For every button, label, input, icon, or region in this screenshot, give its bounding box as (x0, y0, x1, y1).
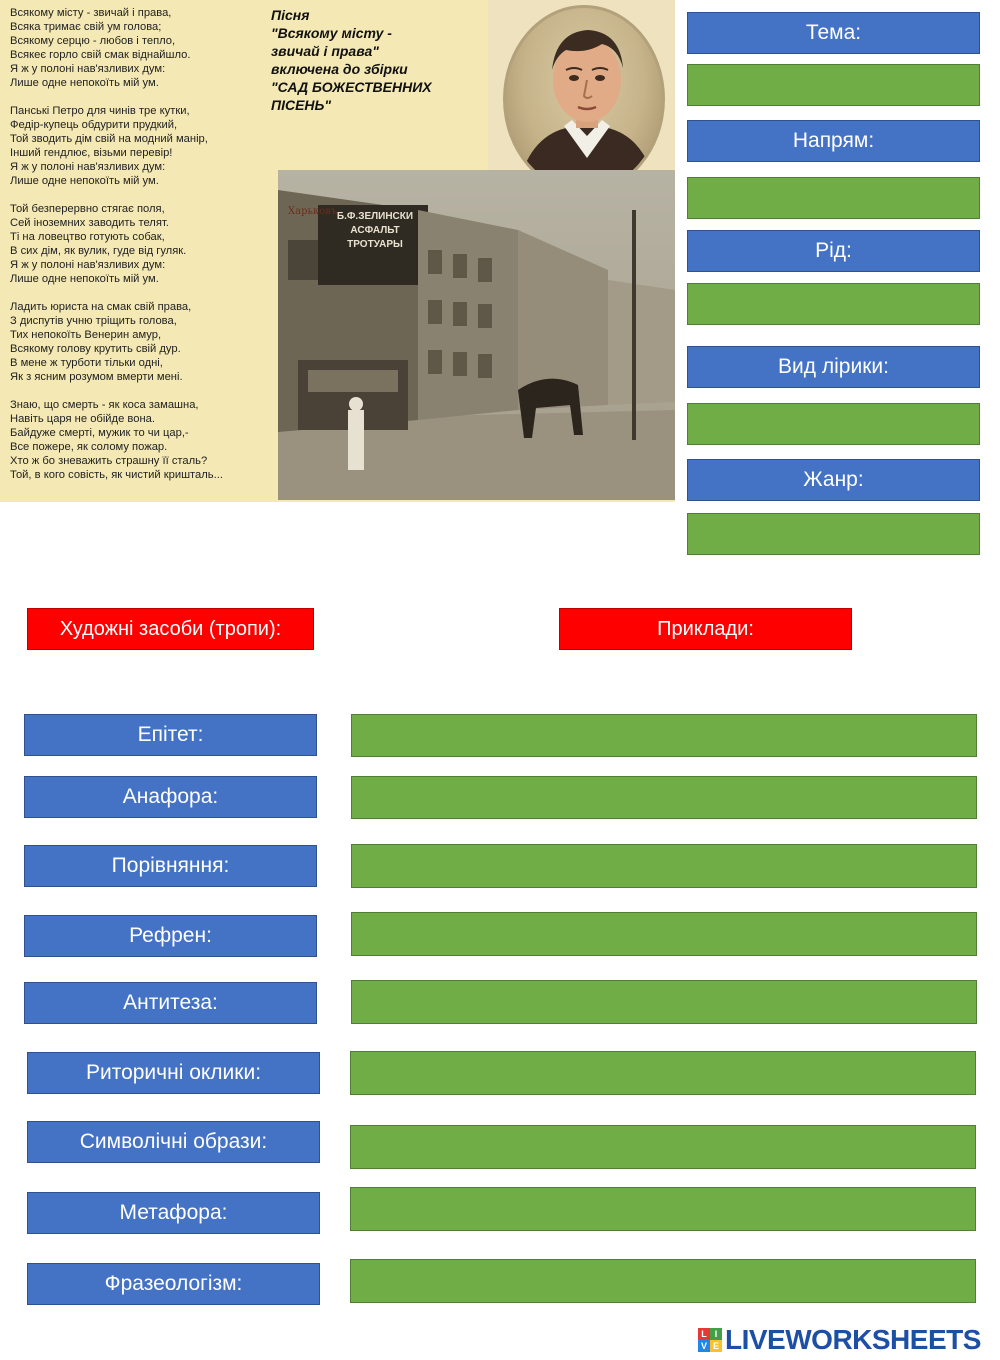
field-label-text: Вид лірики: (778, 355, 889, 378)
trope-label-text: Рефрен: (129, 924, 212, 947)
field-label-text: Напрям: (792, 129, 875, 152)
trope-label-text: Анафора: (122, 785, 219, 808)
trope-label-refrain (24, 915, 317, 957)
trope-example-comparison[interactable] (351, 844, 977, 888)
field-label-direction (687, 120, 980, 162)
logo-mark-l: L (698, 1328, 710, 1340)
field-label-lyric-type (687, 346, 980, 388)
examples-header (559, 608, 852, 650)
poem-line: Федір-купець обдурити прудкий, (10, 119, 178, 131)
trope-label-text: Антитеза: (123, 991, 218, 1014)
poem-line: Байдуже смерті, мужик то чи цар,- (10, 427, 189, 439)
field-label-text: Жанр: (803, 468, 864, 491)
poem-line: Все пожере, як солому пожар. (10, 441, 168, 453)
trope-label-text: Епітет: (137, 723, 204, 746)
liveworksheets-logo[interactable] (698, 1325, 981, 1355)
poem-line: Інший гендлює, візьми перевір! (10, 147, 173, 159)
logo-mark-e: E (710, 1340, 722, 1352)
field-label-theme (687, 12, 980, 54)
city-photo-caption: Харьковъ (288, 206, 338, 217)
logo-mark-v: V (698, 1340, 710, 1352)
liveworksheets-logo-text: LIVEWORKSHEETS (725, 1324, 981, 1355)
trope-label-text: Метафора: (119, 1201, 228, 1224)
poem-line: Всякому серцю - любов і тепло, (10, 35, 176, 47)
poem-line: Всякому місту - звичай і права, (10, 7, 172, 19)
examples-header-text: Приклади: (657, 617, 754, 640)
poem-line: В сих дім, як вулик, гуде від гуляк. (10, 245, 187, 257)
trope-label-metaphor (27, 1192, 320, 1234)
field-label-genre (687, 459, 980, 501)
trope-example-phraseologism[interactable] (350, 1259, 976, 1303)
city-sign-line-1: Б.Ф.ЗЕЛИНСКИ (336, 211, 414, 222)
trope-label-anaphora (24, 776, 317, 818)
field-input-genre[interactable] (687, 513, 980, 555)
trope-label-text: Порівняння: (111, 854, 230, 877)
song-note-line: "САД БОЖЕСТВЕННИХ (271, 79, 432, 95)
poem-line: Я ж у полоні нав'язливих дум: (10, 161, 166, 173)
portrait-oval (503, 5, 665, 193)
skovoroda-portrait-icon (506, 8, 665, 193)
poem-line: Я ж у полоні нав'язливих дум: (10, 259, 166, 271)
poem-line: Той, в кого совість, як чистий кришталь... (10, 469, 223, 481)
field-label-text: Рід: (815, 239, 852, 262)
poem-line: Знаю, що смерть - як коса замашна, (10, 399, 199, 411)
field-input-lyric-type[interactable] (687, 403, 980, 445)
trope-label-antithesis (24, 982, 317, 1024)
field-input-direction[interactable] (687, 177, 980, 219)
poem-line: Я ж у полоні нав'язливих дум: (10, 63, 166, 75)
field-input-genus[interactable] (687, 283, 980, 325)
poem-line: Сей іноземних заводить телят. (10, 217, 169, 229)
song-note-line: звичай і права" (271, 43, 379, 59)
trope-label-phraseologism (27, 1263, 320, 1305)
trope-label-symbolic-images (27, 1121, 320, 1163)
trope-example-metaphor[interactable] (350, 1187, 976, 1231)
trope-example-antithesis[interactable] (351, 980, 977, 1024)
trope-example-refrain[interactable] (351, 912, 977, 956)
poem-line: Лише одне непокоїть мій ум. (10, 77, 159, 89)
trope-example-symbolic-images[interactable] (350, 1125, 976, 1169)
poem-line: Ладить юриста на смак свій права, (10, 301, 192, 313)
poem-stanza (10, 300, 275, 384)
city-sign-line-2: АСФАЛЬТ ТРОТУАРЫ (347, 225, 403, 250)
poem-text (10, 6, 275, 496)
trope-example-epithet[interactable] (351, 714, 977, 757)
poem-line: Лише одне непокоїть мій ум. (10, 175, 159, 187)
poem-line: Той безперервно стягає поля, (10, 203, 165, 215)
trope-example-rhetorical-exclamations[interactable] (350, 1051, 976, 1095)
tropes-header (27, 608, 314, 650)
poem-line: З диспутів учню тріщить голова, (10, 315, 177, 327)
poem-line: Панські Петро для чинів тре кутки, (10, 105, 190, 117)
logo-mark-i: I (710, 1328, 722, 1340)
poem-line: Навіть царя не обійде вона. (10, 413, 155, 425)
poem-line: Всякеє горло свій смак віднайшло. (10, 49, 191, 61)
tropes-header-text: Художні засоби (тропи): (59, 617, 282, 640)
trope-label-rhetorical-exclamations (27, 1052, 320, 1094)
poem-stanza (10, 202, 275, 286)
field-label-genus (687, 230, 980, 272)
poem-stanza (10, 398, 275, 482)
poem-line: Той зводить дім свій на модний манір, (10, 133, 208, 145)
poem-line: Лише одне непокоїть мій ум. (10, 273, 159, 285)
trope-label-comparison (24, 845, 317, 887)
poem-line: Як з ясним розумом вмерти мені. (10, 371, 183, 383)
poem-stanza (10, 104, 275, 188)
poem-line: В мене ж турботи тільки одні, (10, 357, 163, 369)
poem-line: Хто ж бо зневажить страшну її сталь? (10, 455, 208, 467)
field-label-text: Тема: (805, 21, 862, 44)
song-note-line: "Всякому місту - (271, 25, 392, 41)
poem-line: Тих непокоїть Венерин амур, (10, 329, 162, 341)
poem-stanza (10, 6, 275, 90)
song-note (271, 6, 486, 114)
poem-line: Ті на ловецтво готують собак, (10, 231, 165, 243)
trope-label-text: Символічні образи: (79, 1130, 268, 1153)
song-note-line: включена до збірки (271, 61, 408, 77)
trope-label-text: Фразеологізм: (104, 1272, 243, 1295)
song-note-line: ПІСЕНЬ" (271, 97, 332, 113)
trope-example-anaphora[interactable] (351, 776, 977, 819)
city-sign-text (322, 210, 428, 252)
poem-line: Всякому голову крутить свій дур. (10, 343, 181, 355)
liveworksheets-logo-icon (698, 1328, 722, 1352)
poem-line: Всяка тримає свій ум голова; (10, 21, 162, 33)
field-input-theme[interactable] (687, 64, 980, 106)
song-note-line: Пісня (271, 7, 310, 23)
trope-label-epithet (24, 714, 317, 756)
trope-label-text: Риторичні оклики: (85, 1061, 262, 1084)
